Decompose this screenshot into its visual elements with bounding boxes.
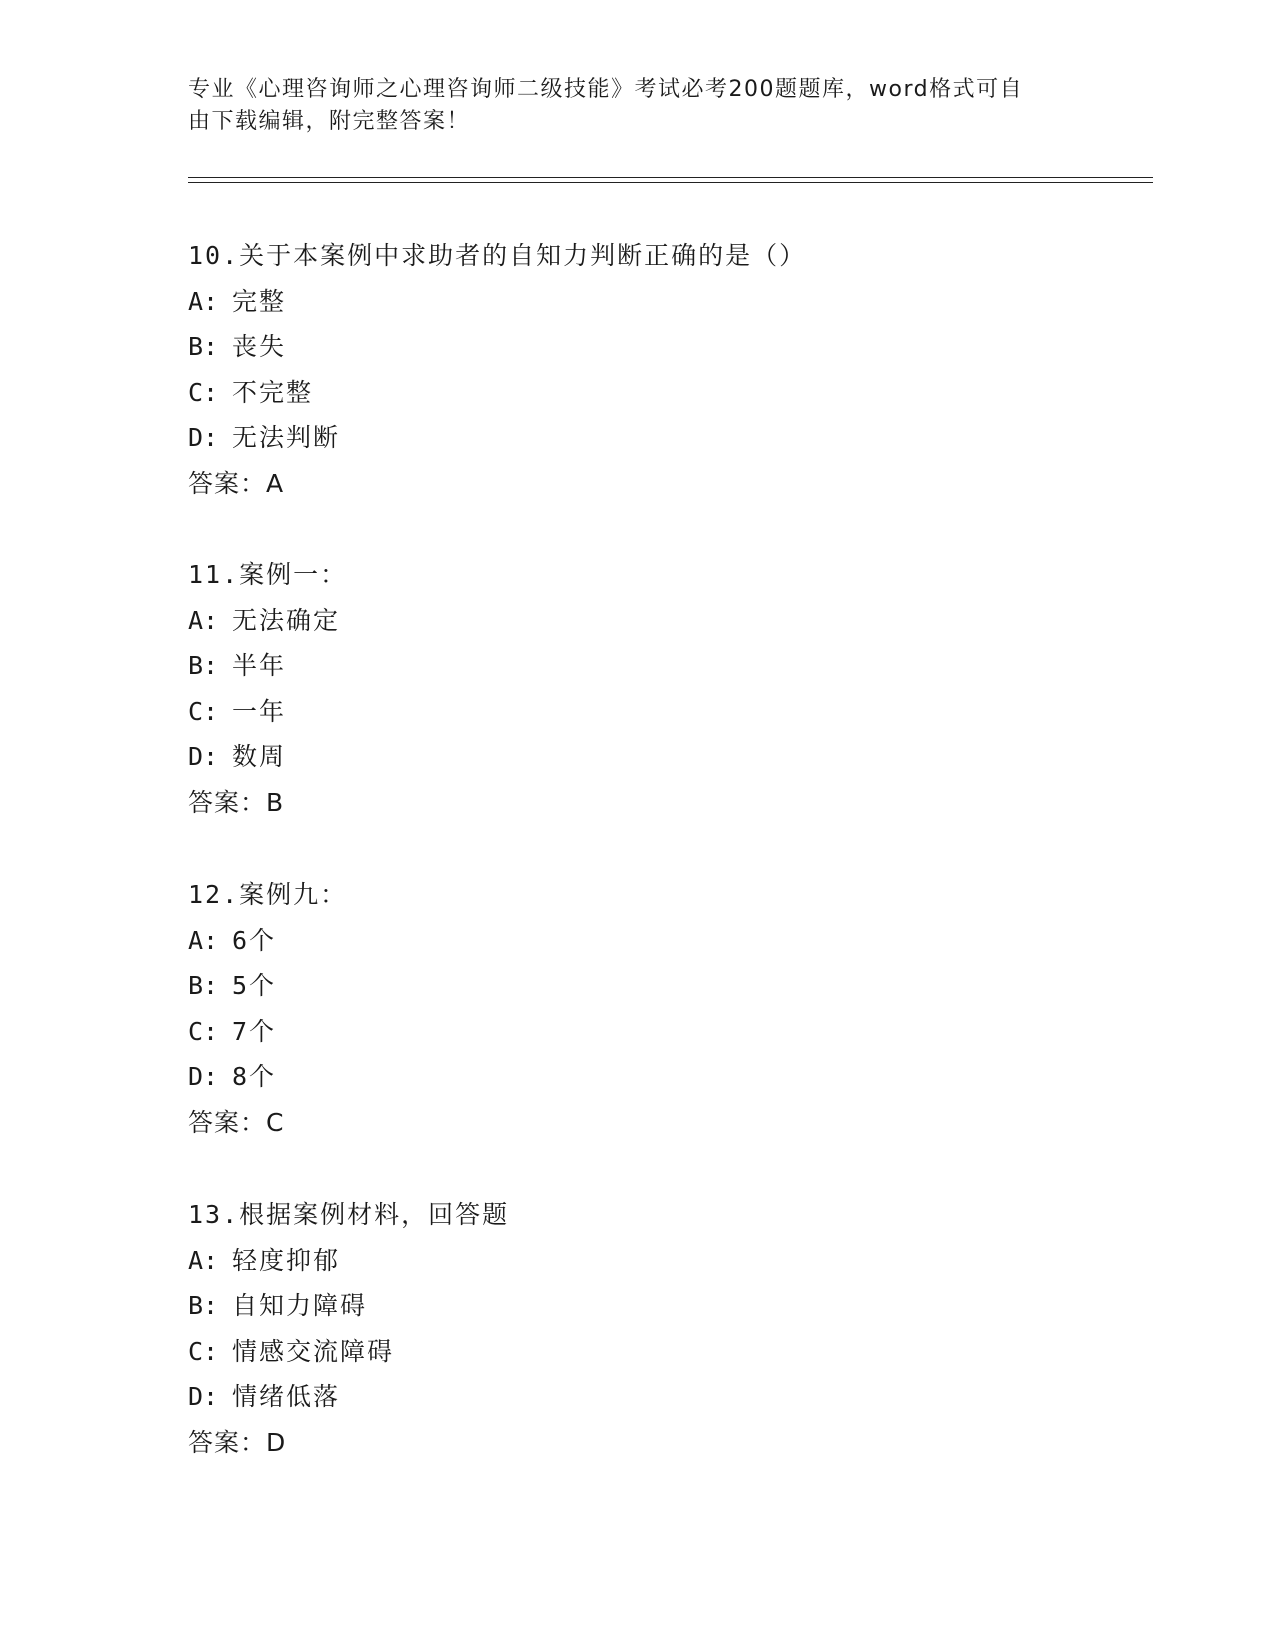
- option-key: C:: [188, 377, 219, 407]
- option-key: B:: [188, 1291, 219, 1320]
- option-key: D:: [188, 423, 219, 452]
- option-text: 半年: [232, 651, 287, 680]
- option-key: B:: [188, 332, 219, 361]
- question-title: 11.案例一：: [188, 560, 348, 589]
- option-text: 丧失: [232, 332, 287, 361]
- option-d: [188, 734, 1148, 780]
- answer-line: 答案：A: [188, 468, 285, 498]
- option-text: 情感交流障碍: [232, 1336, 395, 1366]
- question-title: 13.根据案例材料，回答题: [188, 1200, 510, 1229]
- option-key: A:: [188, 925, 219, 955]
- option-text: 无法判断: [232, 423, 341, 452]
- option-c: [188, 370, 1148, 416]
- question-title: 10.关于本案例中求助者的自知力判断正确的是（）: [188, 241, 807, 270]
- option-key: C:: [188, 1336, 219, 1366]
- option-b: [188, 1283, 1148, 1329]
- option-text: 无法确定: [232, 605, 341, 635]
- option-key: D:: [188, 742, 219, 771]
- answer-line: 答案：B: [188, 787, 285, 817]
- option-text: 6个: [232, 925, 277, 955]
- option-key: A:: [188, 1245, 219, 1275]
- option-text: 情绪低落: [232, 1382, 341, 1411]
- option-a: [188, 918, 1148, 964]
- option-d: [188, 1054, 1148, 1100]
- document-header: [188, 74, 1068, 138]
- header-line-2: 由下载编辑，附完整答案！: [188, 109, 471, 134]
- question-11: [188, 552, 1148, 825]
- option-a: [188, 598, 1148, 644]
- answer-line: 答案：D: [188, 1427, 287, 1457]
- option-text: 一年: [232, 696, 287, 726]
- option-key: D:: [188, 1382, 219, 1411]
- option-a: [188, 279, 1148, 325]
- answer-line: 答案：C: [188, 1107, 285, 1137]
- option-d: [188, 1374, 1148, 1420]
- option-text: 自知力障碍: [232, 1291, 368, 1320]
- option-d: [188, 415, 1148, 461]
- option-b: [188, 324, 1148, 370]
- option-text: 数周: [232, 742, 287, 771]
- option-text: 轻度抑郁: [232, 1245, 341, 1275]
- option-key: A:: [188, 286, 219, 316]
- option-text: 7个: [232, 1016, 277, 1046]
- option-text: 不完整: [232, 377, 314, 407]
- header-line-1: 专业《心理咨询师之心理咨询师二级技能》考试必考200题题库，word格式可自: [188, 77, 1024, 102]
- question-title: 12.案例九：: [188, 880, 348, 909]
- option-b: [188, 963, 1148, 1009]
- option-key: B:: [188, 651, 219, 680]
- question-10: [188, 233, 1148, 506]
- option-key: C:: [188, 1016, 219, 1046]
- option-c: [188, 1009, 1148, 1055]
- option-key: B:: [188, 971, 219, 1000]
- option-c: [188, 689, 1148, 735]
- question-13: [188, 1192, 1148, 1465]
- option-b: [188, 643, 1148, 689]
- option-key: D:: [188, 1062, 219, 1091]
- option-text: 8个: [232, 1062, 277, 1091]
- option-a: [188, 1238, 1148, 1284]
- option-text: 5个: [232, 971, 277, 1000]
- header-divider-top: [188, 177, 1153, 178]
- option-key: C:: [188, 696, 219, 726]
- option-c: [188, 1329, 1148, 1375]
- question-12: [188, 872, 1148, 1145]
- header-divider-bottom: [188, 182, 1153, 183]
- option-text: 完整: [232, 286, 287, 316]
- option-key: A:: [188, 605, 219, 635]
